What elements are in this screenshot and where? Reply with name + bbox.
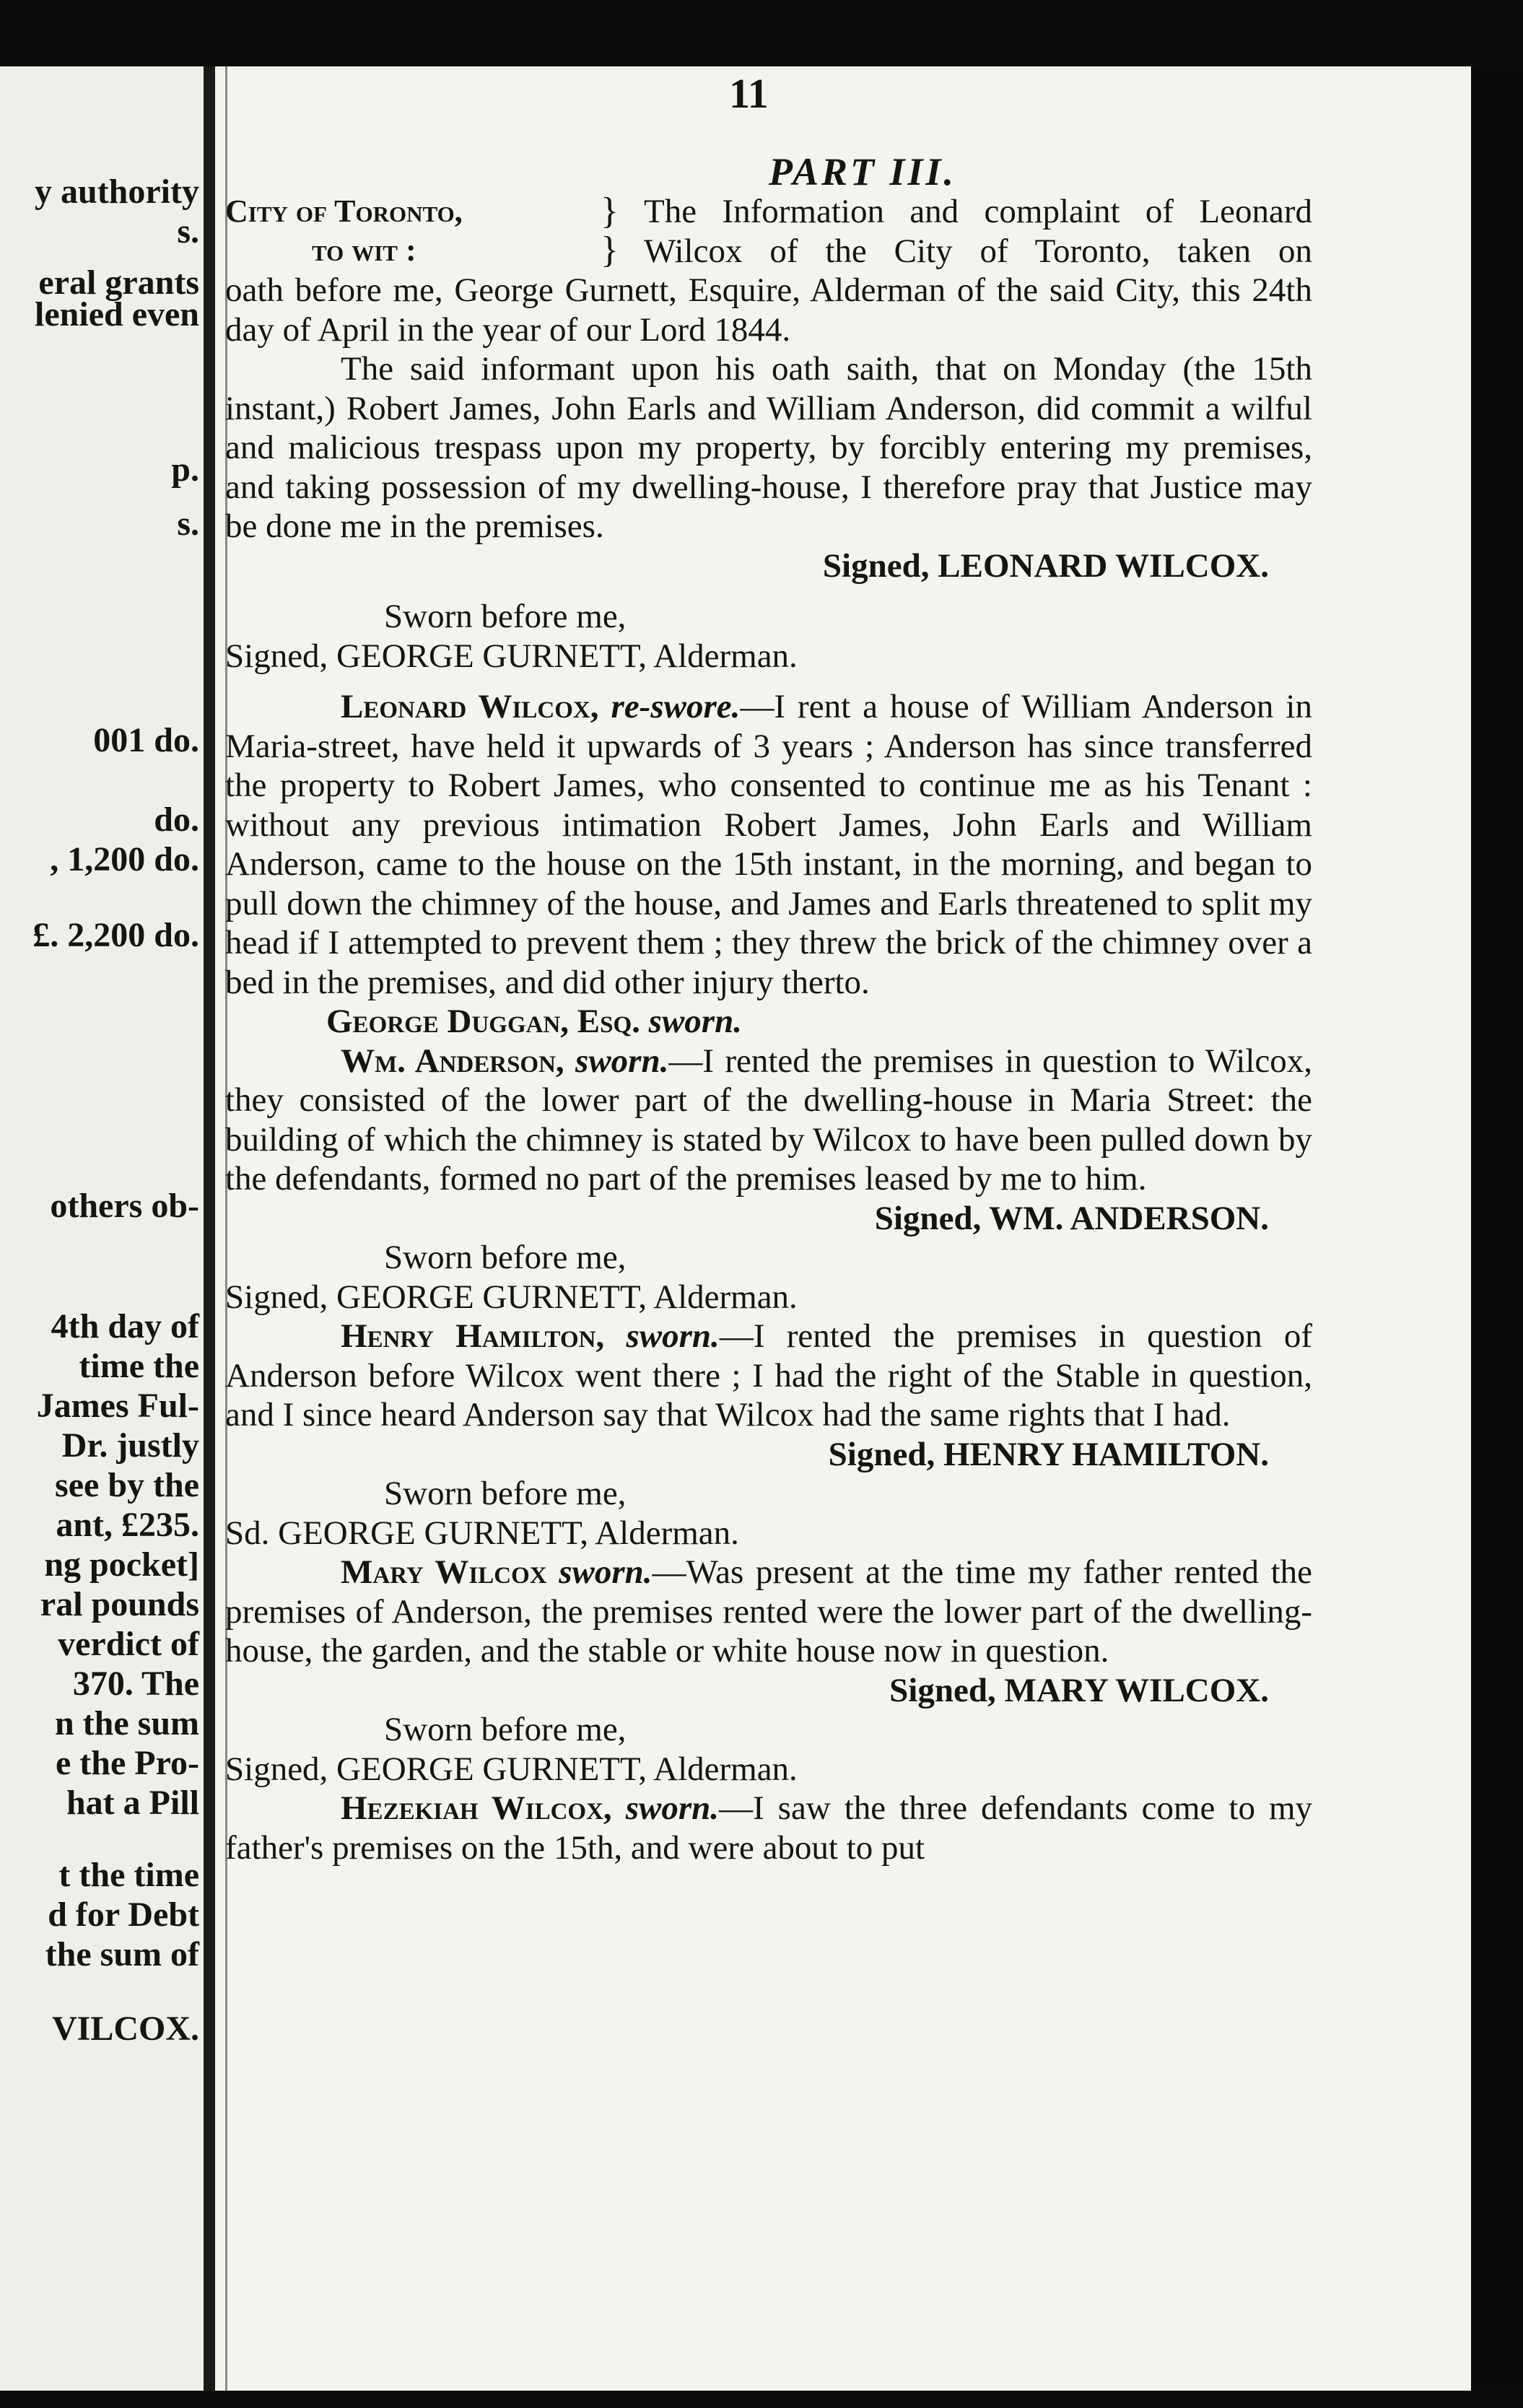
testimony-text: —I saw the three defendants come to my father's premises on the 15th, and were about to put	[225, 1789, 1313, 1867]
left-fragment: lenied even	[35, 295, 199, 333]
page-number: 11	[729, 70, 769, 117]
venue	[225, 192, 601, 270]
alderman-signature: Sd. GEORGE GURNETT, Alderman.	[225, 1514, 739, 1552]
witness-tag: sworn.	[575, 1042, 669, 1080]
testimony-wm-anderson	[225, 1042, 1312, 1199]
witness-title: Esq.	[577, 1003, 640, 1040]
testimony-henry-hamilton	[225, 1317, 1312, 1435]
witness-tag: sworn.	[626, 1317, 720, 1355]
left-fragment: ral pounds	[40, 1585, 199, 1623]
witness-name: Hezekiah Wilcox,	[341, 1789, 612, 1827]
left-fragment: the sum of	[45, 1935, 199, 1973]
informant-statement: The said informant upon his oath saith, that on Monday (the 15th instant,) Robert James, John Earls and William Anderson, did commit a wilful and malicious trespass upon my property, by forcibly entering my premises, and taking possession of my dwelling-house, I therefore pray that Justice may be done me in the premises.	[225, 350, 1312, 545]
witness-tag: sworn.	[559, 1553, 653, 1591]
left-fragment: s.	[177, 212, 199, 250]
document-body	[225, 152, 1312, 1867]
left-fragment: do.	[154, 801, 199, 839]
left-fragment: t the time	[58, 1856, 199, 1894]
left-fragment: others ob-	[50, 1187, 199, 1225]
left-fragment: p.	[171, 450, 199, 489]
witness-tag: sworn.	[625, 1789, 720, 1827]
left-fragment: 370. The	[72, 1665, 199, 1703]
information-continuation: oath before me, George Gurnett, Esquire, Alderman of the said City, this 24th day of April in the year of our Lord 1844.	[225, 271, 1312, 349]
left-fragment: 4th day of	[51, 1307, 199, 1345]
page-gutter	[204, 66, 215, 2391]
venue-heading	[225, 192, 1312, 271]
signature-wm-anderson: Signed, WM. ANDERSON.	[874, 1199, 1269, 1237]
left-fragment: s.	[177, 505, 199, 543]
left-fragment: ng pocket]	[44, 1545, 199, 1584]
alderman-signature: Signed, GEORGE GURNETT, Alderman.	[225, 1278, 798, 1316]
left-fragment: VILCOX.	[51, 2010, 199, 2048]
left-fragment: y authority	[35, 173, 199, 211]
venue-line-1: City of Toronto,	[225, 193, 463, 229]
brace	[601, 192, 644, 270]
left-page	[0, 66, 204, 2391]
left-fragment: e the Pro-	[55, 1744, 199, 1782]
witness-name: George Duggan,	[326, 1003, 570, 1040]
left-fragment: , 1,200 do.	[50, 840, 199, 878]
witness-name: Henry Hamilton,	[341, 1317, 605, 1355]
information-heading: The Information and complaint of Leonard Wilcox of the City of Toronto, taken on	[644, 193, 1312, 270]
page-edge-shadow	[1471, 66, 1523, 2391]
left-fragment: see by the	[55, 1466, 199, 1504]
left-fragment: verdict of	[58, 1625, 199, 1663]
left-fragment: time the	[79, 1347, 199, 1385]
signature-henry-hamilton: Signed, HENRY HAMILTON.	[828, 1435, 1269, 1473]
brace-bottom: }	[601, 230, 619, 271]
part-title: PART III.	[768, 150, 957, 193]
testimony-hezekiah-wilcox	[225, 1789, 1312, 1867]
signature-mary-wilcox: Signed, MARY WILCOX.	[889, 1671, 1269, 1709]
left-fragment: £. 2,200 do.	[32, 916, 199, 954]
left-fragment: Dr. justly	[61, 1426, 199, 1465]
witness-name: Leonard Wilcox,	[341, 688, 599, 725]
brace-top: }	[601, 191, 619, 232]
testimony-text: —I rent a house of William Anderson in Maria-street, have held it upwards of 3 years ; Anderson has since transferred the property to Robert James, who consented to continue me as his Tenant : without any previous intimation Robert James, John Earls and William Anderson, came to the house on the 15th instant, in the morning, and began to pull down the chimney of the house, and James and Earls threatened to split my head if I attempted to prevent them ; they threw the brick of the chimney over a bed in the premises, and did other injury therto.	[225, 688, 1312, 1001]
sworn-before-me: Sworn before me,	[384, 1475, 627, 1512]
left-fragment: d for Debt	[48, 1896, 199, 1934]
sworn-before-me: Sworn before me,	[384, 598, 627, 635]
witness-tag: re-swore.	[611, 688, 741, 725]
venue-line-2: to wit :	[312, 232, 416, 268]
witness-name: Mary Wilcox	[341, 1553, 547, 1591]
left-fragment: hat a Pill	[66, 1784, 199, 1822]
alderman-signature: Signed, GEORGE GURNETT, Alderman.	[225, 637, 798, 675]
left-fragment: n the sum	[54, 1704, 199, 1742]
left-fragment: ant, £235.	[56, 1506, 199, 1544]
testimony-george-duggan	[225, 1002, 1312, 1042]
left-fragment: eral grants	[38, 263, 199, 302]
testimony-text: —I rented the premises in question of Anderson before Wilcox went there ; I had the right of the Stable in question, and I since heard Anderson say that Wilcox had the same rights that I had.	[225, 1317, 1312, 1434]
testimony-text: —I rented the premises in question to Wilcox, they consisted of the lower part of the dwelling-house in Maria Street: the building of which the chimney is stated by Wilcox to have been pulled down by the defendants, formed no part of the premises leased by me to him.	[225, 1042, 1313, 1198]
testimony-mary-wilcox	[225, 1553, 1312, 1671]
left-fragment: 001 do.	[93, 721, 199, 759]
sworn-before-me: Sworn before me,	[384, 1711, 627, 1748]
alderman-signature: Signed, GEORGE GURNETT, Alderman.	[225, 1750, 798, 1788]
testimony-text: —Was present at the time my father rented the premises of Anderson, the premises rented were the lower part of the dwelling-house, the garden, and the stable or white house now in question.	[225, 1553, 1313, 1670]
left-fragment: James Ful-	[36, 1387, 199, 1425]
sworn-before-me: Sworn before me,	[384, 1239, 627, 1276]
witness-name: Wm. Anderson,	[341, 1042, 564, 1080]
signature-leonard-wilcox: Signed, LEONARD WILCOX.	[822, 546, 1269, 585]
testimony-leonard-wilcox	[225, 687, 1312, 1002]
witness-tag: sworn.	[648, 1003, 742, 1040]
